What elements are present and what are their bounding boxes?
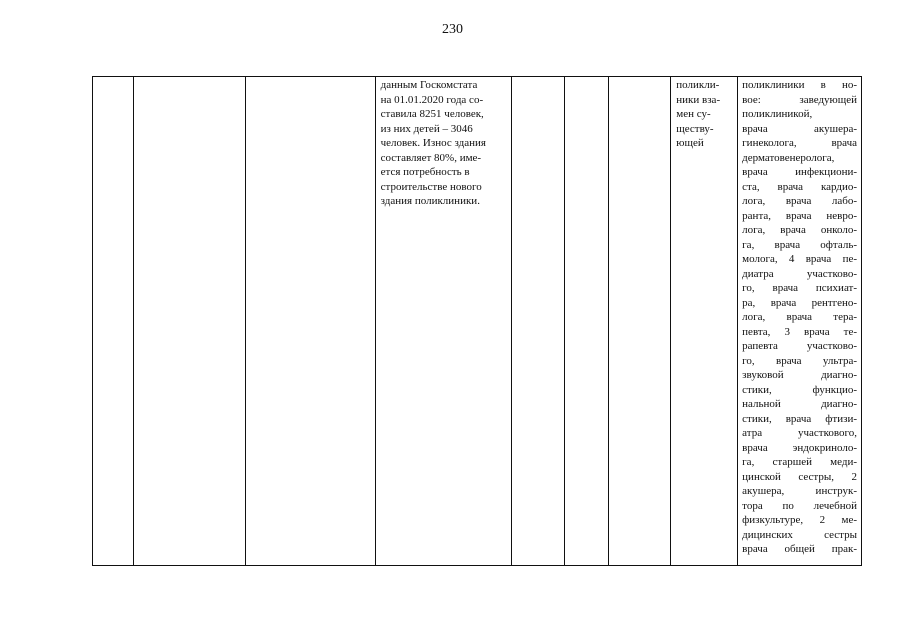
cell-line: поликли- bbox=[676, 79, 720, 91]
cell-line: дицинских сестры bbox=[742, 528, 858, 541]
table-column-1 bbox=[93, 77, 134, 566]
table-column-2 bbox=[134, 77, 246, 566]
cell-line: лога, врача онколо- bbox=[742, 224, 858, 236]
cell-line: на 01.01.2020 года со- bbox=[380, 93, 484, 106]
table-column-3 bbox=[246, 77, 376, 566]
cell-line: ется потребность в bbox=[380, 166, 470, 178]
cell-line: составляет 80%, име- bbox=[380, 151, 482, 164]
cell-line: певта, 3 врача те- bbox=[742, 325, 858, 338]
table-column-7 bbox=[609, 77, 671, 566]
cell-line: данным Госкомстата bbox=[380, 79, 478, 91]
cell-line: ранта, врача невро- bbox=[742, 209, 858, 222]
cell-line: физкультуре, 2 ме- bbox=[742, 514, 858, 526]
table-cell-description bbox=[376, 77, 512, 209]
cell-line: тора по лечебной bbox=[742, 499, 858, 512]
cell-line: диатра участково- bbox=[742, 267, 858, 280]
table-column-5 bbox=[512, 77, 565, 566]
cell-line: ники вза- bbox=[676, 93, 721, 106]
cell-line: ставила 8251 человек, bbox=[380, 108, 484, 120]
cell-line: мен су- bbox=[676, 108, 711, 120]
cell-line: поликлиникой, bbox=[742, 108, 813, 120]
table-column-6 bbox=[565, 77, 609, 566]
cell-line: лога, врача лабо- bbox=[742, 195, 858, 207]
cell-line: ра, врача рентгено- bbox=[742, 296, 858, 309]
cell-line: гинеколога, врача bbox=[742, 137, 858, 149]
cell-line: нальной диагно- bbox=[742, 398, 858, 410]
cell-line: дерматовенеролога, bbox=[742, 151, 835, 164]
cell-line: цинской сестры, 2 bbox=[742, 470, 858, 483]
cell-line: врача общей прак- bbox=[742, 543, 858, 555]
table-cell-purpose bbox=[671, 77, 737, 151]
cell-line: врача акушера- bbox=[742, 122, 858, 135]
cell-line: га, старшей меди- bbox=[742, 456, 858, 468]
cell-line: рапевта участково- bbox=[742, 340, 858, 352]
table-column-8 bbox=[671, 77, 738, 566]
cell-line: поликлиники в но- bbox=[742, 79, 858, 91]
document-table bbox=[92, 76, 862, 566]
cell-line: здания поликлиники. bbox=[380, 195, 480, 207]
cell-line: строительстве нового bbox=[380, 180, 482, 193]
cell-line: го, врача психиат- bbox=[742, 282, 858, 294]
cell-line: ста, врача кардио- bbox=[742, 180, 858, 193]
cell-line: го, врача ультра- bbox=[742, 354, 858, 367]
cell-line: га, врача офталь- bbox=[742, 238, 858, 251]
cell-line: вое: заведующей bbox=[742, 93, 858, 106]
cell-line: стики, врача фтизи- bbox=[742, 412, 858, 425]
cell-line: ществу- bbox=[676, 122, 714, 135]
cell-line: ющей bbox=[676, 137, 704, 149]
cell-line: врача эндокриноло- bbox=[742, 441, 858, 454]
table-column-4 bbox=[376, 77, 513, 566]
page-number: 230 bbox=[442, 22, 463, 37]
cell-line: молога, 4 врача пе- bbox=[742, 253, 858, 265]
cell-line: акушера, инструк- bbox=[742, 485, 858, 497]
cell-line: человек. Износ здания bbox=[380, 137, 486, 149]
table-column-9 bbox=[738, 77, 862, 566]
cell-line: звуковой диагно- bbox=[742, 369, 858, 381]
cell-line: стики, функцио- bbox=[742, 383, 858, 396]
table-cell-staff bbox=[738, 77, 861, 557]
cell-line: врача инфекциони- bbox=[742, 166, 858, 178]
cell-line: лога, врача тера- bbox=[742, 311, 858, 323]
cell-line: из них детей – 3046 bbox=[380, 122, 473, 135]
cell-line: атра участкового, bbox=[742, 427, 858, 439]
